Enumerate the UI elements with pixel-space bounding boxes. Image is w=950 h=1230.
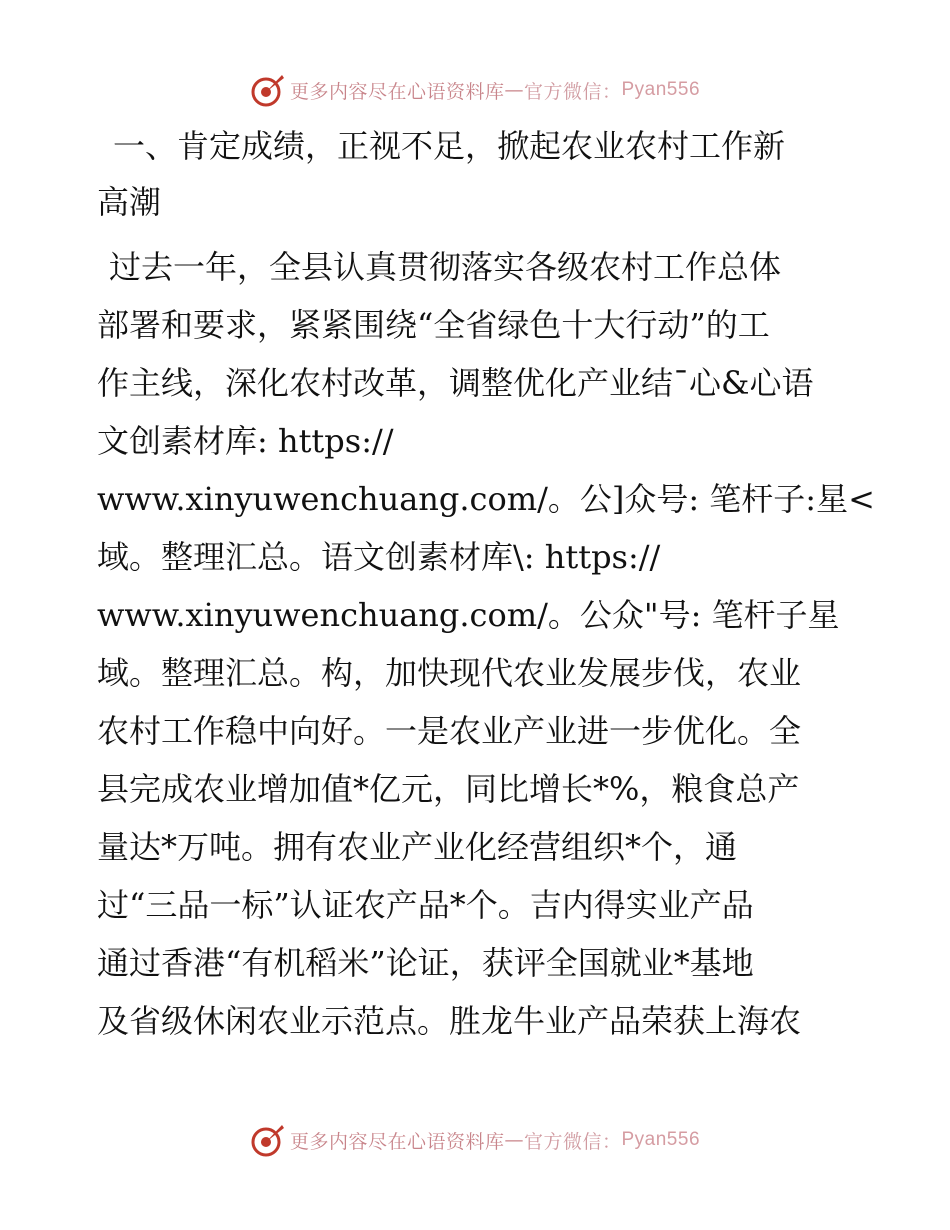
quill-logo-icon (250, 1122, 286, 1158)
banner-wechat-label: 官方微信： (523, 80, 622, 103)
paragraph-line: 过“三品一标”认证农产品*个。吉内得实业产品 (97, 886, 754, 924)
banner-wechat-id: Pyan556 (621, 79, 701, 100)
paragraph-line: 过去一年，全县认真贯彻落实各级农村工作总体 (109, 248, 782, 286)
paragraph-line: 通过香港“有机稻米”论证，获评全国就业*基地 (97, 944, 754, 982)
paragraph-line: 及省级休闲农业示范点。胜龙牛业产品荣获上海农 (97, 1002, 802, 1040)
heading-line: 一、肯定成绩，正视不足，掀起农业农村工作新 (113, 127, 786, 165)
footer-banner (0, 1120, 950, 1160)
paragraph-line: 文创素材库: https:// (97, 422, 394, 460)
paragraph-line: 域。整理汇总。语文创素材库\: https:// (97, 538, 661, 576)
quill-logo-icon (250, 72, 286, 108)
paragraph-line: 农村工作稳中向好。一是农业产业进一步优化。全 (97, 712, 802, 750)
paragraph-line: 域。整理汇总。构，加快现代农业发展步伐，农业 (97, 654, 802, 692)
section-heading (97, 118, 857, 230)
banner-separator: — (504, 79, 524, 101)
paragraph-line: 作主线，深化农村改革，调整优化产业结¯心&心语 (97, 364, 814, 402)
heading-line: 高潮 (97, 183, 162, 221)
paragraph-line: 县完成农业增加值*亿元，同比增长*%，粮食总产 (97, 770, 800, 808)
banner-separator: — (504, 1129, 524, 1151)
paragraph-line: www.xinyuwenchuang.com/。公众"号: 笔杆子星 (97, 596, 840, 634)
paragraph (97, 238, 875, 1050)
header-banner (0, 70, 950, 110)
paragraph-line: 部署和要求，紧紧围绕“全省绿色十大行动”的工 (97, 306, 770, 344)
document-body (97, 118, 875, 1050)
banner-text: 更多内容尽在心语资料库 (289, 1130, 505, 1153)
banner-wechat-label: 官方微信： (523, 1130, 622, 1153)
banner-wechat-id: Pyan556 (621, 1129, 701, 1150)
paragraph-line: 量达*万吨。拥有农业产业化经营组织*个，通 (97, 828, 738, 866)
banner-text: 更多内容尽在心语资料库 (289, 80, 505, 103)
paragraph-line: www.xinyuwenchuang.com/。公]众号: 笔杆子:星< (97, 480, 875, 518)
